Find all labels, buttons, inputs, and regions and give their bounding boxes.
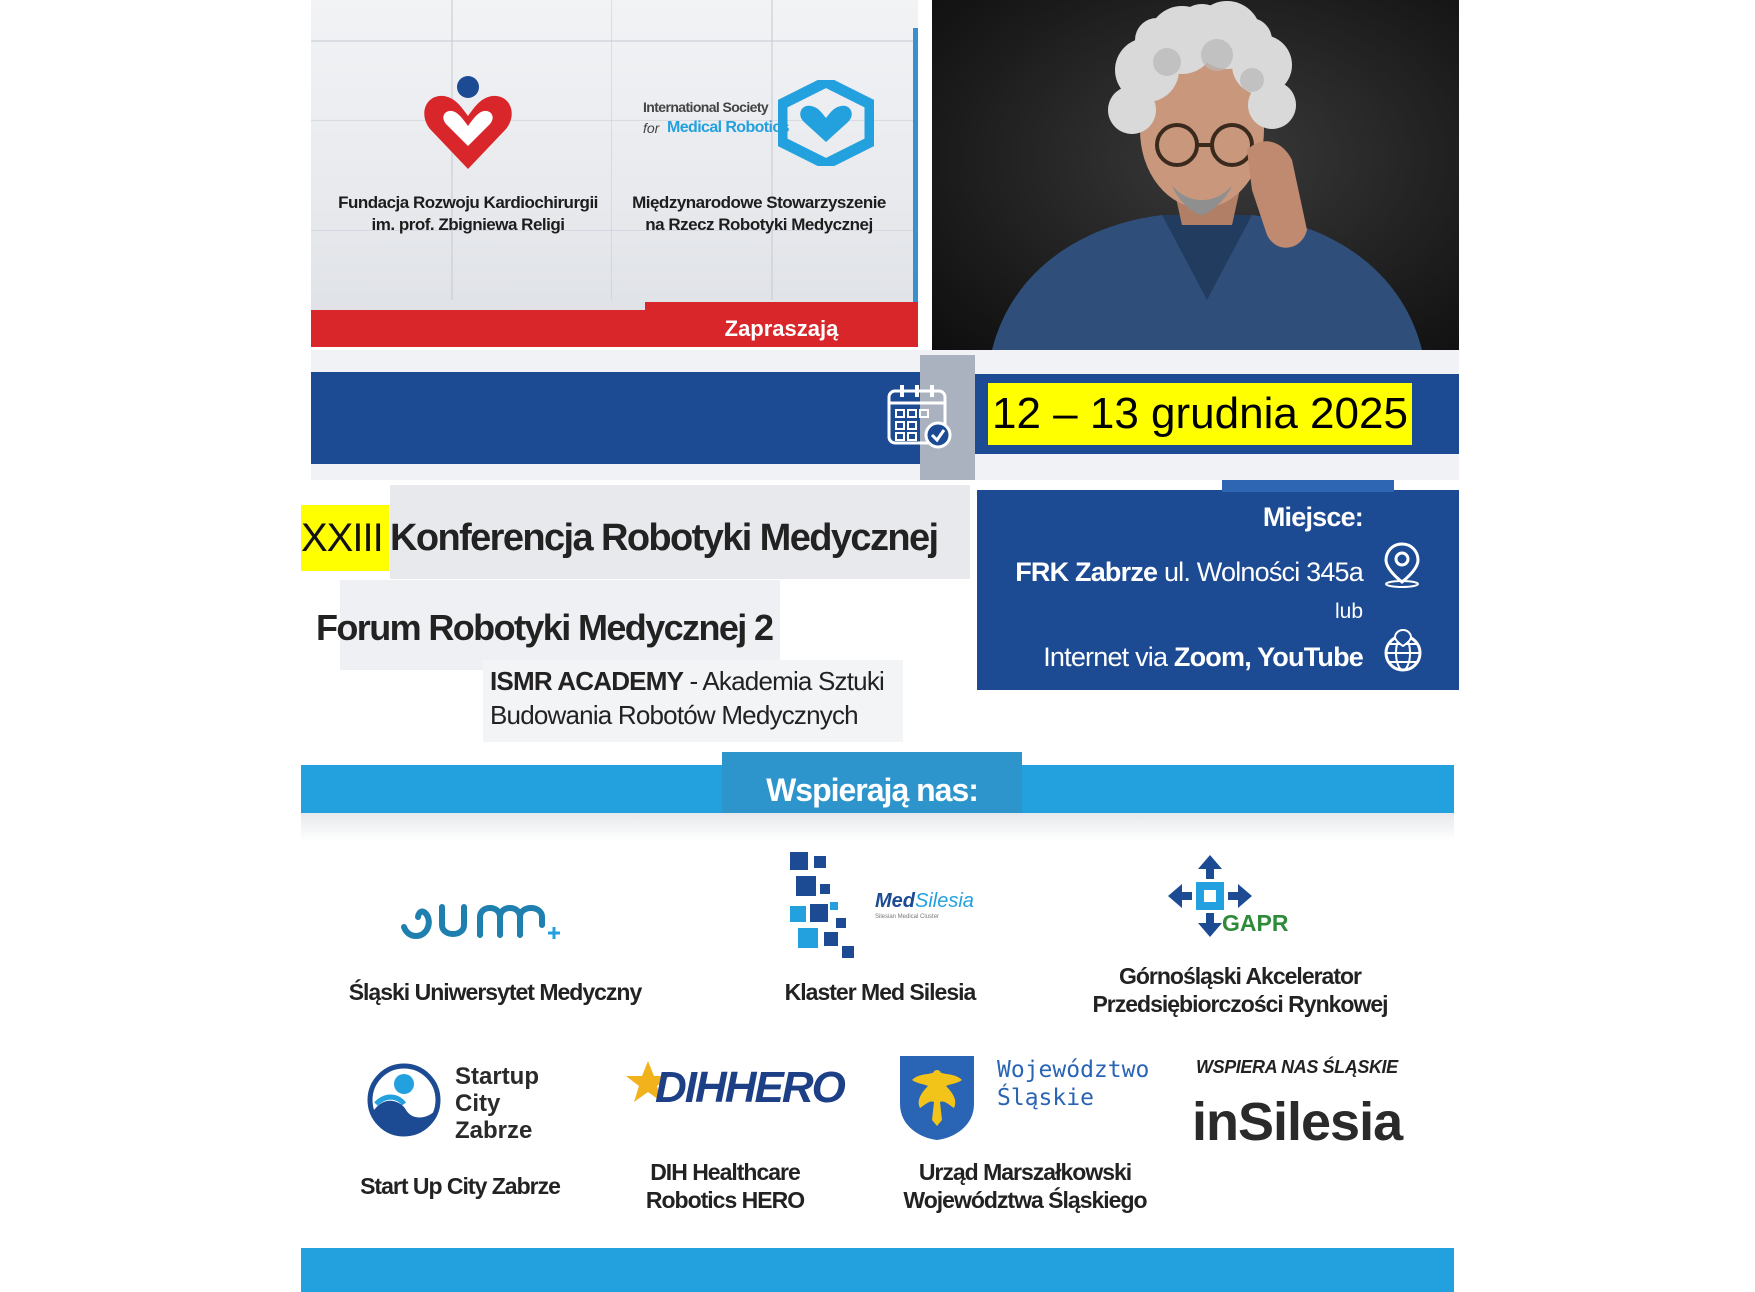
- dih-logo-text: [655, 1060, 844, 1116]
- startup-logo-line2: City: [455, 1090, 501, 1117]
- location-pin-icon: [1380, 540, 1424, 588]
- dih-caption-line1: DIH Healthcare: [650, 1159, 800, 1185]
- forum-title: Forum Robotyki Medycznej 2: [316, 607, 773, 648]
- silesia-logo-text: [997, 1056, 1149, 1112]
- online-platforms: Zoom, YouTube: [1173, 642, 1363, 672]
- gapr-caption-line2: Przedsiębiorczości Rynkowej: [1092, 991, 1388, 1017]
- supporters-heading: Wspierają nas:: [766, 772, 978, 808]
- ismr-hexagon-logo: [778, 80, 874, 166]
- supporter-caption-gapr: [1050, 962, 1430, 1018]
- startup-city-logo-mark: [366, 1058, 442, 1142]
- dih-logo-dih: DIH: [655, 1063, 725, 1112]
- online-prefix: Internet via: [1043, 642, 1174, 672]
- dih-logo-hero: HERO: [724, 1063, 844, 1112]
- startup-city-logo-text: [455, 1063, 539, 1144]
- ismr-logo-text-line1: International Society: [643, 99, 769, 115]
- date-band-left: [311, 372, 975, 464]
- medsilesia-logo-text: [875, 890, 974, 913]
- silesia-coat-of-arms: [898, 1054, 976, 1142]
- gapr-caption-line1: Górnośląski Akcelerator: [1118, 963, 1362, 989]
- panel-accent-line: [913, 28, 918, 328]
- speaker-photo: [932, 0, 1459, 350]
- conference-title: Konferencja Robotyki Medycznej: [390, 517, 938, 559]
- dih-caption-line2: Robotics HERO: [645, 1187, 805, 1213]
- ismr-logo-text-line2: Medical Robotics: [667, 119, 789, 136]
- location-address: [977, 552, 1363, 592]
- location-or: lub: [1334, 600, 1363, 623]
- invite-label: Zapraszają: [724, 316, 839, 341]
- medsilesia-logo-mark: [790, 852, 870, 960]
- supporter-caption-medsilesia: Klaster Med Silesia: [784, 979, 976, 1005]
- venue-street: ul. Wolności 345a: [1157, 557, 1363, 587]
- frk-name-line2: im. prof. Zbigniewa Religi: [371, 215, 565, 234]
- medsilesia-logo-med: Med: [875, 890, 915, 912]
- medsilesia-logo-silesia: Silesia: [915, 890, 974, 912]
- academy-line2: Budowania Robotów Medycznych: [490, 700, 858, 730]
- calendar-icon: [886, 383, 954, 449]
- location-panel-tab: [1222, 480, 1394, 492]
- conference-edition: XXIII: [301, 516, 383, 560]
- academy-name: ISMR ACADEMY: [490, 666, 684, 696]
- marshal-caption-line2: Województwa Śląskiego: [903, 1187, 1147, 1213]
- insilesia-tagline: WSPIERA NAS ŚLĄSKIE: [1196, 1057, 1398, 1077]
- supporters-shadow: [301, 813, 1454, 841]
- venue-name: FRK Zabrze: [1015, 557, 1158, 587]
- supporter-caption-marshal-office: [880, 1158, 1170, 1214]
- organizers-panel: [311, 0, 918, 345]
- startup-logo-line3: Zabrze: [455, 1117, 533, 1144]
- supporter-caption-startup-city: Start Up City Zabrze: [360, 1173, 560, 1199]
- marshal-caption-line1: Urząd Marszałkowski: [918, 1159, 1132, 1185]
- insilesia-logo-text: inSilesia: [1192, 1092, 1403, 1152]
- speaker-illustration: [932, 0, 1459, 350]
- ismr-name-line2: na Rzecz Robotyki Medycznej: [645, 215, 873, 234]
- academy-title: [490, 664, 884, 732]
- silesia-logo-line1: Województwo: [997, 1057, 1150, 1083]
- medsilesia-logo-subtext: Silesian Medical Cluster: [875, 914, 940, 920]
- frk-name: [318, 192, 618, 236]
- ismr-name-line1: Międzynarodowe Stowarzyszenie: [632, 193, 886, 212]
- location-heading: Miejsce:: [1262, 502, 1363, 532]
- frk-name-line1: Fundacja Rozwoju Kardiochirurgii: [338, 193, 598, 212]
- ismr-name: [620, 192, 898, 236]
- gapr-logo-text: GAPR: [1222, 910, 1289, 936]
- location-online: [977, 637, 1363, 677]
- silesia-logo-line2: Śląskie: [997, 1085, 1094, 1111]
- globe-icon: [1382, 628, 1424, 674]
- frk-heart-logo: [418, 74, 518, 174]
- supporter-caption-sum: Śląski Uniwersytet Medyczny: [348, 979, 642, 1005]
- supporter-caption-dih-hero: [600, 1158, 850, 1214]
- footer-band: [301, 1248, 1454, 1292]
- sum-logo: [398, 895, 598, 945]
- academy-line1: - Akademia Sztuki: [683, 666, 885, 696]
- startup-logo-line1: Startup: [455, 1063, 539, 1090]
- event-date: 12 – 13 grudnia 2025: [988, 383, 1412, 445]
- ismr-logo-for: for: [643, 120, 660, 136]
